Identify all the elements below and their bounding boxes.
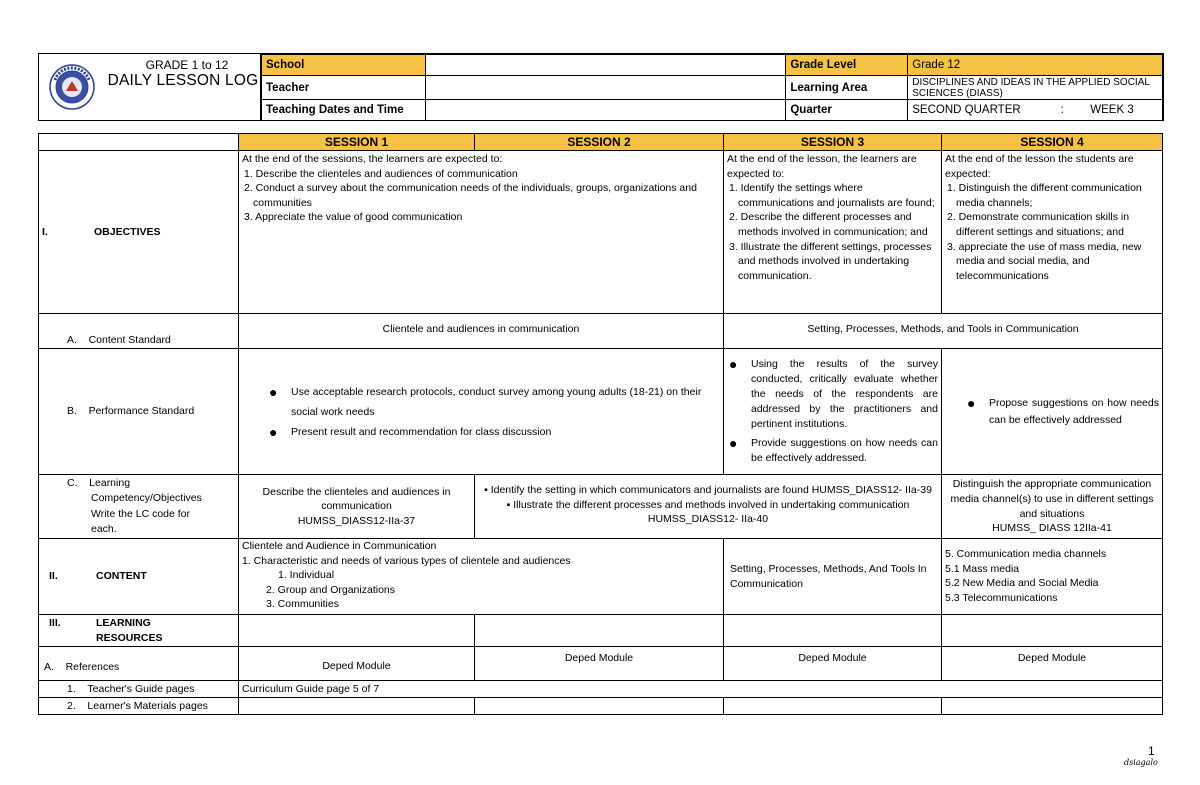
references-s4[interactable]: Deped Module: [942, 647, 1163, 681]
references-s3[interactable]: Deped Module: [724, 647, 942, 681]
performance-standard-s3[interactable]: [724, 349, 942, 475]
objectives-s12-item: 1. Describe the clienteles and audiences of communication: [244, 167, 518, 180]
session-2-header: SESSION 2: [475, 134, 724, 151]
content-s12-line1: 1. Characteristic and needs of various types of clientele and audiences: [242, 554, 571, 567]
objectives-s3-item: 1. Identify the settings where communications and journalists are found;: [729, 182, 935, 209]
learning-resources-s3[interactable]: [724, 615, 942, 647]
objectives-num: I.: [42, 225, 48, 238]
lc-s23-code: HUMSS_DIASS12- IIa-40: [647, 513, 769, 526]
header-block: [38, 53, 1164, 121]
objectives-s4-item: 3. appreciate the use of mass media, new media and social media, and telecommunications: [947, 240, 1142, 282]
objectives-s12-item: 3. Appreciate the value of good communication: [244, 211, 463, 224]
learners-materials-s2[interactable]: [475, 698, 724, 715]
objectives-s12-intro: At the end of the sessions, the learners are expected to:: [242, 153, 503, 165]
objectives-label: OBJECTIVES: [94, 225, 161, 238]
learning-competency-s4[interactable]: [942, 475, 1163, 539]
content-s4-item: 5.2 New Media and Social Media: [945, 577, 1099, 590]
learning-resources-s2[interactable]: [475, 615, 724, 647]
school-value[interactable]: [425, 55, 786, 76]
learning-resources-num: III.: [49, 616, 61, 629]
objectives-s3-intro: At the end of the lesson, the learners are expected to:: [727, 153, 917, 180]
objectives-s4-item: 1. Distinguish the different communication media channels;: [947, 182, 1142, 209]
author-initials: dsiagalo: [1124, 758, 1158, 767]
references-s2[interactable]: Deped Module: [475, 647, 724, 681]
header-title-block: [39, 54, 261, 120]
content-s12[interactable]: [239, 539, 724, 615]
page-title: DAILY LESSON LOG: [107, 72, 259, 89]
learning-competency-label-2: Competency/Objectives: [91, 492, 202, 504]
lc-s23-line1: ▪ Identify the setting in which communicators and journalists are found HUMSS_DIASS12- IIa-39: [484, 484, 932, 496]
performance-s4-item: ● Propose suggestions on how needs can be effectively addressed: [965, 395, 1159, 429]
content-s4-item: 5. Communication media channels: [945, 548, 1107, 560]
learners-materials-s4[interactable]: [942, 698, 1163, 715]
learning-competency-label-3: Write the LC code for: [91, 507, 191, 520]
performance-standard-s4[interactable]: [942, 349, 1163, 475]
quarter-value: SECOND QUARTER: [912, 104, 1021, 116]
content-s4[interactable]: [942, 539, 1163, 615]
lc-s1-text: Describe the clienteles and audiences in communication: [262, 485, 451, 513]
objectives-s12[interactable]: [239, 151, 724, 314]
content-standard-label: A. Content Standard: [39, 314, 239, 349]
quarter-separator: :: [1060, 104, 1064, 116]
objectives-s3-item: 2. Describe the different processes and methods involved in communication; and: [729, 211, 928, 238]
content-s4-item: 5.1 Mass media: [945, 562, 1020, 575]
content-s4-item: 5.3 Telecommunications: [945, 591, 1058, 604]
performance-standard-label: B. Performance Standard: [39, 349, 239, 475]
learners-materials-row: [39, 698, 1163, 715]
dates-value[interactable]: [425, 100, 786, 121]
school-label: School: [262, 55, 426, 76]
session-header-row: [39, 134, 1163, 151]
quarter-label: Quarter: [786, 100, 908, 121]
grade-level-value: Grade 12: [908, 55, 1163, 76]
session-1-header: SESSION 1: [239, 134, 475, 151]
objectives-s4[interactable]: [942, 151, 1163, 314]
performance-standard-row: [39, 349, 1163, 475]
teachers-guide-s1[interactable]: Curriculum Guide page 5 of 7: [239, 681, 1163, 698]
quarter-value-cell: [908, 100, 1163, 121]
content-standard-s12[interactable]: Clientele and audiences in communication: [239, 314, 724, 349]
references-row: [39, 647, 1163, 681]
lc-s23-line2: ▪ Illustrate the different processes and methods involved in undertaking communication: [506, 498, 910, 511]
objectives-s4-intro: At the end of the lesson the students are expected:: [945, 153, 1134, 180]
performance-s12-item: ● Present result and recommendation for class discussion: [267, 422, 720, 442]
objectives-s4-item: 2. Demonstrate communication skills in different settings and situations; and: [947, 211, 1130, 238]
objectives-s12-item: 2. Conduct a survey about the communication needs of the individuals, groups, organizations and communities: [244, 182, 697, 209]
teachers-guide-label: 1. Teacher's Guide pages: [39, 681, 239, 698]
learning-competency-row: [39, 475, 1163, 539]
grade-range: GRADE 1 to 12: [145, 58, 229, 72]
performance-standard-s12[interactable]: [239, 349, 724, 475]
learning-resources-s1[interactable]: [239, 615, 475, 647]
corner-cell: [39, 134, 239, 151]
learning-competency-s23[interactable]: [475, 475, 942, 539]
learning-resources-label-cell: [39, 615, 239, 647]
page-number: 1: [1148, 744, 1155, 758]
content-row: [39, 539, 1163, 615]
content-s3[interactable]: Setting, Processes, Methods, And Tools In Communication: [724, 539, 942, 615]
performance-s3-item: ● Using the results of the survey conducted, critically evaluate whether the needs of the respondents are addressed by the practitioners and pertinent institutions.: [727, 357, 938, 432]
content-s12-line2: 1. Individual: [278, 569, 335, 582]
objectives-label-cell: [39, 151, 239, 314]
learners-materials-label: 2. Learner's Materials pages: [39, 698, 239, 715]
learning-resources-label-1: LEARNING: [96, 616, 151, 629]
lesson-log-table: [38, 133, 1163, 715]
learning-resources-row: [39, 615, 1163, 647]
learners-materials-s3[interactable]: [724, 698, 942, 715]
content-label-cell: [39, 539, 239, 615]
content-label: CONTENT: [96, 570, 147, 583]
learning-area-value: DISCIPLINES AND IDEAS IN THE APPLIED SOCIAL SCIENCES (DIASS): [908, 76, 1163, 100]
content-s12-title: Clientele and Audience in Communication: [242, 540, 437, 552]
grade-level-label: Grade Level: [786, 55, 908, 76]
content-num: II.: [49, 570, 58, 583]
learning-competency-label-4: each.: [91, 523, 117, 535]
objectives-s3-item: 3. Illustrate the different settings, processes and methods involved in undertaking communication.: [729, 240, 932, 282]
deped-seal-icon: [49, 64, 95, 110]
learning-resources-s4[interactable]: [942, 615, 1163, 647]
references-label: A. References: [39, 647, 239, 681]
header-info-table: [261, 54, 1163, 121]
session-4-header: SESSION 4: [942, 134, 1163, 151]
lc-s1-code: HUMSS_DIASS12-IIa-37: [297, 514, 416, 527]
teachers-guide-row: [39, 681, 1163, 698]
objectives-row: [39, 151, 1163, 314]
lc-s4-text: Distinguish the appropriate communication media channel(s) to use in different settings and situations: [950, 478, 1154, 520]
teacher-value[interactable]: [425, 76, 786, 100]
performance-s3-item: ● Provide suggestions on how needs can be effectively addressed.: [727, 436, 938, 466]
content-standard-s34[interactable]: Setting, Processes, Methods, and Tools in Communication: [724, 314, 1163, 349]
performance-s12-item: ● Use acceptable research protocols, conduct survey among young adults (18-21) on their social work needs: [267, 382, 720, 422]
learning-competency-label-cell: [39, 475, 239, 539]
objectives-s3[interactable]: [724, 151, 942, 314]
content-standard-row: [39, 314, 1163, 349]
teacher-label: Teacher: [262, 76, 426, 100]
learning-competency-s1[interactable]: [239, 475, 475, 539]
learning-resources-label-2: RESOURCES: [96, 631, 163, 644]
content-s12-line4: 3. Communities: [266, 598, 339, 611]
learning-competency-label-1: C. Learning: [67, 476, 131, 489]
lc-s4-code: HUMSS_ DIASS 12IIa-41: [992, 522, 1112, 535]
learning-area-label: Learning Area: [786, 76, 908, 100]
learners-materials-s1[interactable]: [239, 698, 475, 715]
dates-label: Teaching Dates and Time: [262, 100, 426, 121]
content-s12-line3: 2. Group and Organizations: [266, 583, 395, 596]
week-value: WEEK 3: [1090, 104, 1134, 116]
session-3-header: SESSION 3: [724, 134, 942, 151]
references-s1[interactable]: Deped Module: [239, 647, 475, 681]
